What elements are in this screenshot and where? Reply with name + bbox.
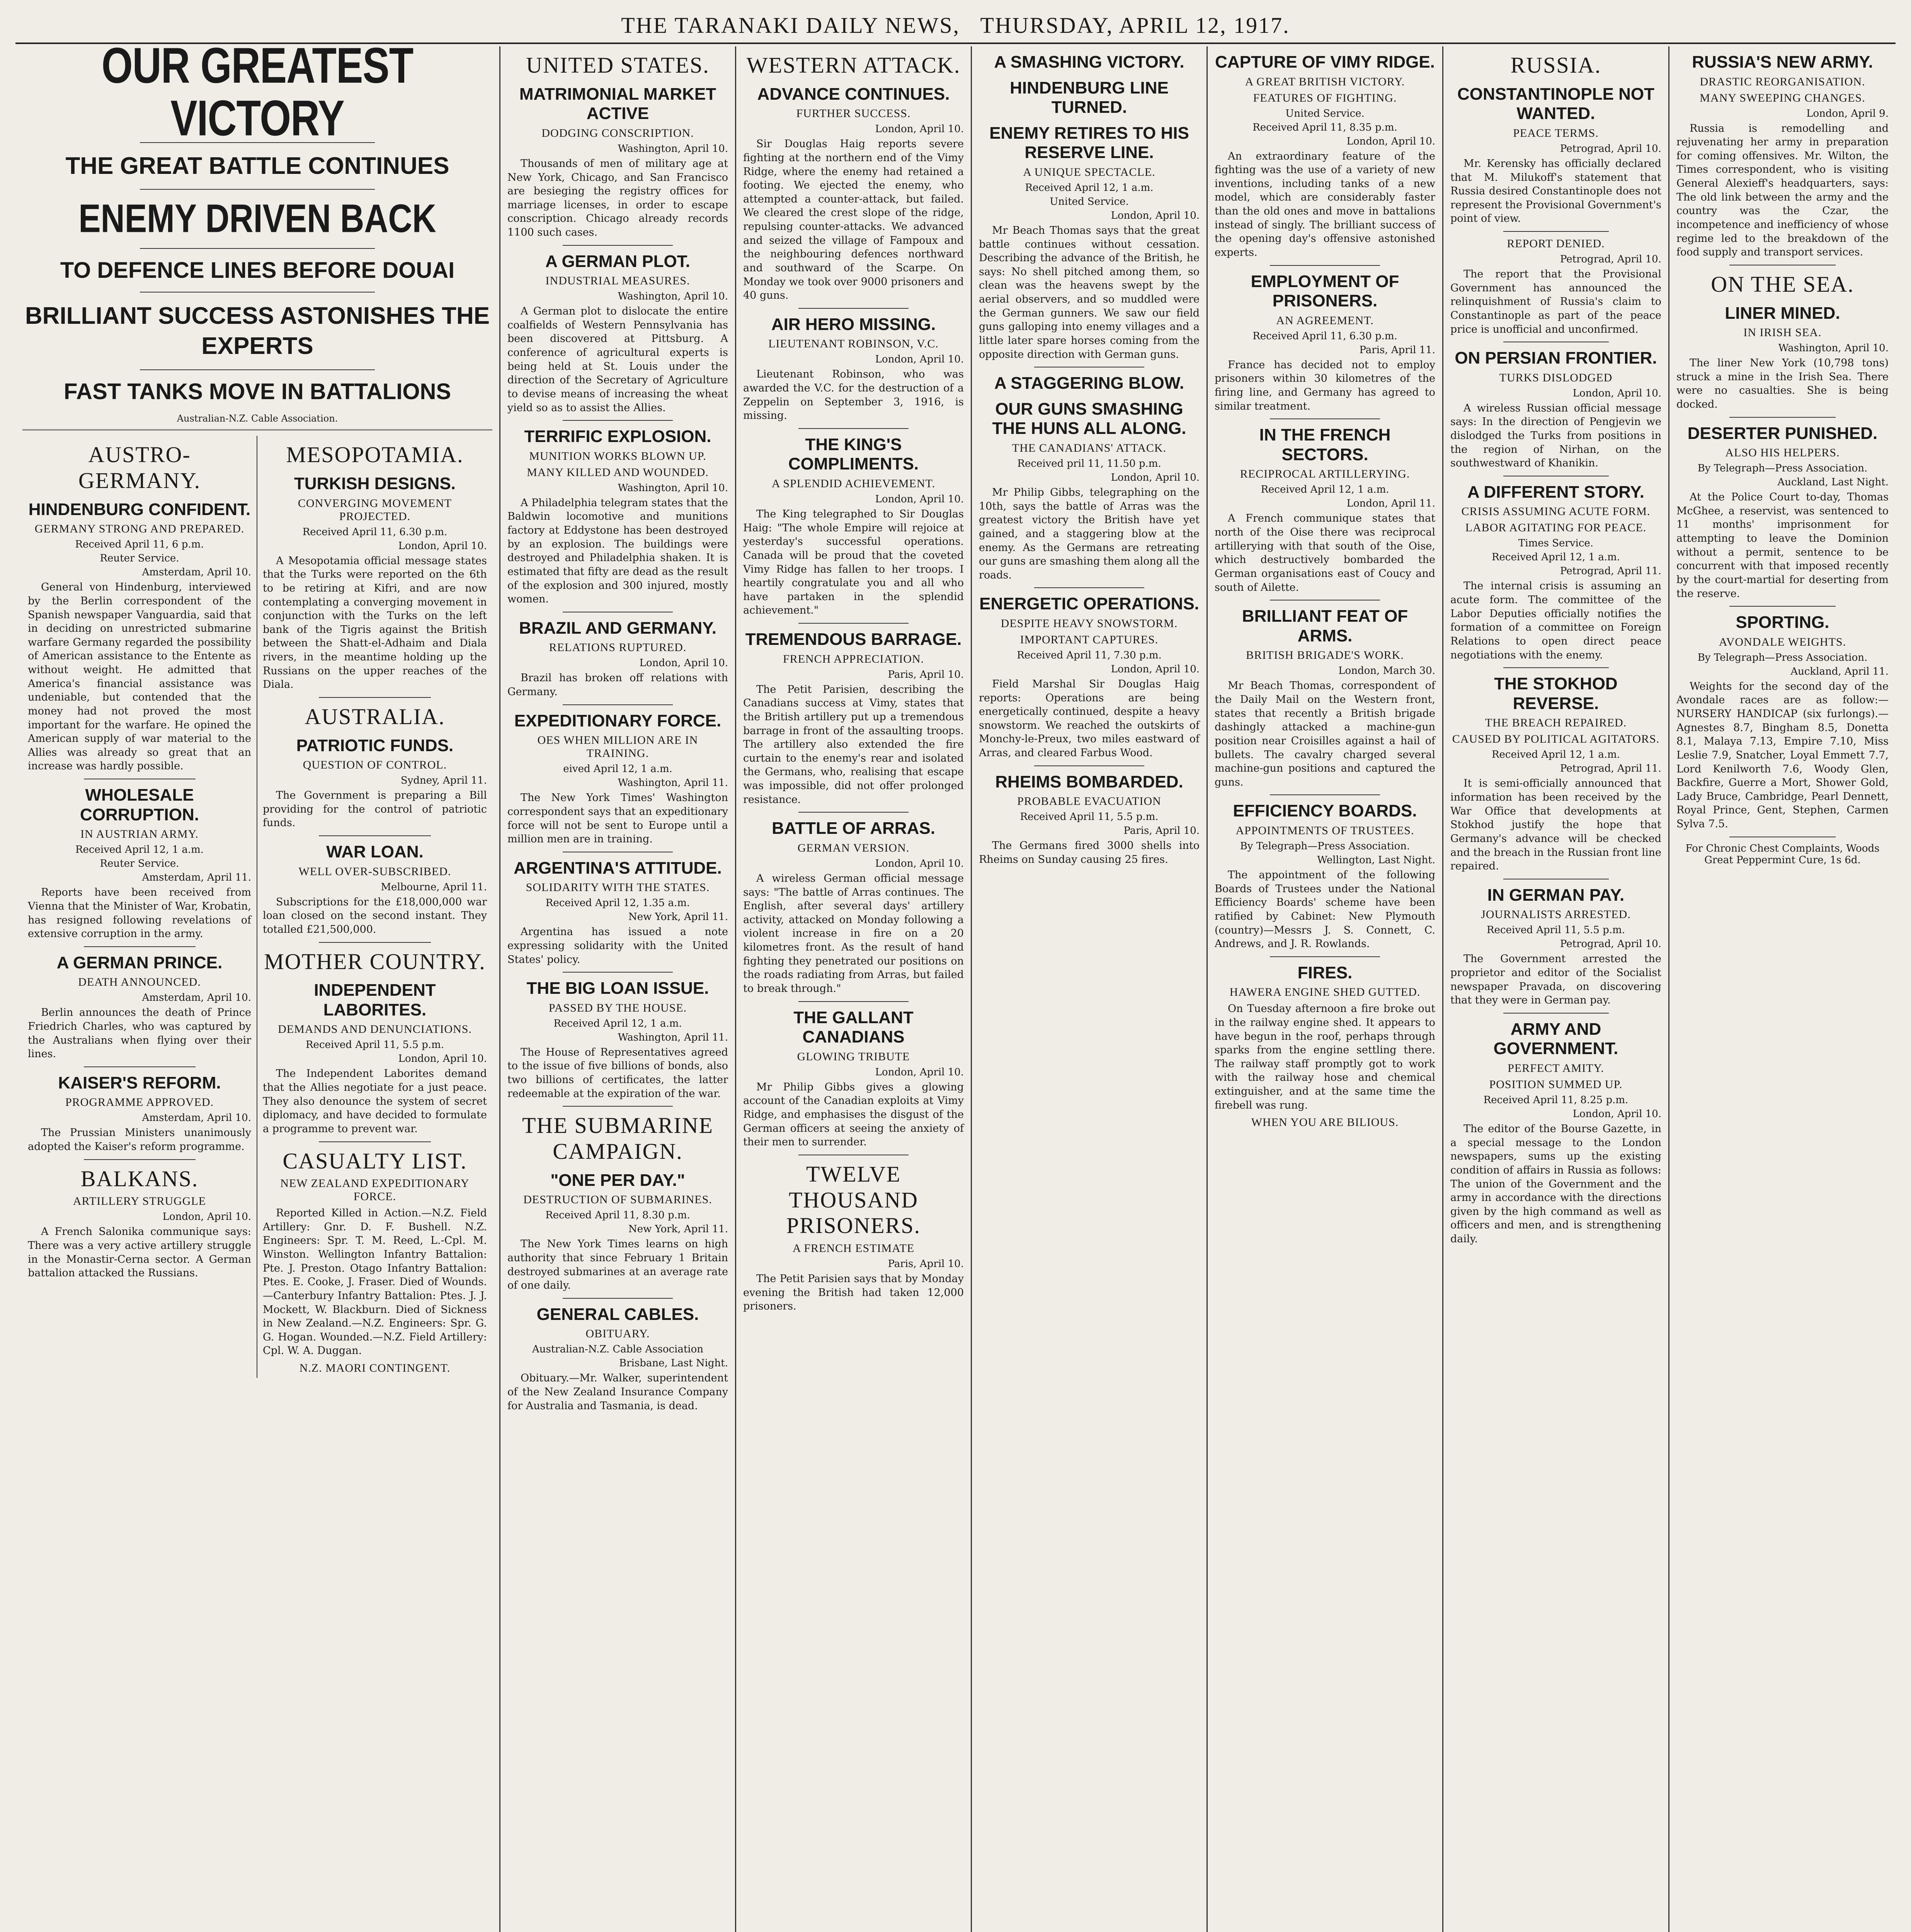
article-subhead: RELATIONS RUPTURED. [549,641,687,654]
article-body: Weights for the second day of the Avondale races are as follow:— NURSERY HANDICAP (six furlongs).—Agnestes 8.7, Bingham 8.5, Donetta 8.1, Malaya 7.13, Empire 7.10, Miss Leslie 7.9, Snatcher, Loyal Emmett 7.7, Lord Kenilworth 7.6, Woody Glen, Backfire, Guerre a Mort, Shower Gold, Lady Bruce, Cambridge, Pearl Dennett, Royal Prince, Gent, Stephen, Carmen Sylva 7.5. [1676,680,1889,830]
article-subhead: ALSO HIS HELPERS. [1725,446,1840,459]
paper-name: THE TARANAKI DAILY NEWS, [621,12,960,38]
dateline: London, April 10. [1111,472,1200,483]
divider [1729,417,1836,418]
dateline: London, April 10. [875,493,964,505]
article-headline: THE KING'S COMPLIMENTS. [788,435,919,474]
article-subhead: AN AGREEMENT. [1276,314,1374,327]
article-headline: FIRES. [1297,963,1353,982]
article-subhead: ADVANCE CONTINUES. [757,84,950,104]
dateline: Paris, April 10. [888,1258,964,1270]
received-time: Received April 11, 7.30 p.m. [1017,649,1162,661]
article-headline: RUSSIA. [1510,53,1601,78]
columns [15,46,1896,1932]
column-3 [736,46,972,1932]
divider [1270,956,1380,957]
article-subhead: MATRIMONIAL MARKET ACTIVE [519,84,716,123]
received-time: Received April 11, 5.5 p.m. [1486,924,1625,936]
divider [798,1001,909,1002]
article-headline: UNITED STATES. [526,53,710,78]
article-subhead: A SPLENDID ACHIEVEMENT. [771,477,936,490]
article-headline: REPORT DENIED. [1507,237,1605,250]
article-headline: MESOPOTAMIA. [286,442,464,468]
article-subhead: THE BREACH REPAIRED. [1485,716,1627,730]
divider [140,292,375,293]
article-body: Reports have been received from Vienna that the Minister of War, Krobatin, has resigned following revelations of extensive corruption in the army. [28,886,251,940]
article-body: Mr Philip Gibbs gives a glowing account of the Canadian exploits at Vimy Ridge, and emphasises the disgust of the German officers at seeing the anxiety of their men to surrender. [743,1081,964,1148]
article-body: The Prussian Ministers unanimously adopted the Kaiser's reform programme. [28,1127,251,1153]
article-headline: MOTHER COUNTRY. [264,949,486,974]
dateline: Petrograd, April 11. [1560,565,1661,577]
article-body: On Tuesday afternoon a fire broke out in the railway engine shed. It appears to have begun in the roof, perhaps through sparks from the engine settling there. The railway staff promptly got to work with the railway hose and chemical extinguisher, and at the same time the firebell was rung. [1215,1003,1435,1111]
article-headline: ENERGETIC OPERATIONS. [979,594,1199,614]
divider [1729,606,1836,607]
article-headline: TWELVE THOUSAND PRISONERS. [786,1161,921,1238]
article-subhead: DESPITE HEAVY SNOWSTORM. [1001,617,1178,630]
divider [1034,587,1145,588]
service-credit: By Telegraph—Press Association. [1697,463,1868,474]
received-time: Received pril 11, 11.50 p.m. [1017,458,1161,469]
article-body: Subscriptions for the £18,000,000 war loan closed on the second instant. They totalled £21,500,000. [263,896,487,935]
article-body: A Philadelphia telegram states that the Baldwin locomotive and munitions factory at Eddystone has been destroyed by an explosion. The buildings were destroyed and Philadelphia shaken. It is estimated that fifty are dead as the result of the explosion and 300 injured, mostly women. [507,497,728,605]
article-headline: RUSSIA'S NEW ARMY. [1692,53,1873,71]
dateline: London, April 10. [639,657,728,669]
column-6 [1443,46,1669,1932]
article-headline: RHEIMS BOMBARDED. [995,772,1183,791]
article-body: The King telegraphed to Sir Douglas Haig: "The whole Empire will rejoice at yesterday's successful operations. Canada will be proud that the coveted Vimy Ridge has fallen to her troops. I heartily congratulate you and all who have partaken in the splendid achievement." [743,508,964,617]
article-headline: THE STOKHOD REVERSE. [1494,674,1618,713]
service-credit: Times Service. [1518,537,1594,549]
divider [563,1106,673,1107]
article-subhead: HAWERA ENGINE SHED GUTTED. [1229,986,1421,999]
article-body: The report that the Provisional Government has announced the relinquishment of Russia's claim to Constantinople as part of the peace price is unofficial and unconfirmed. [1450,268,1661,335]
article-subhead: ARTILLERY STRUGGLE [73,1195,206,1208]
article-headline: THE GALLANT CANADIANS [793,1008,914,1047]
article-body: The Independent Laborites demand that the Allies negotiate for a just peace. They also denounce the system of secret diplomacy, and have decided to formulate a programme to prevent war. [263,1068,487,1135]
article-headline: AUSTRALIA. [305,704,445,729]
article-body: Sir Douglas Haig reports severe fighting at the northern end of the Vimy Ridge, where the enemy had retained a footing. We ejected the enemy, who attempted a counter-attack, but failed. We cleared the crest slope of the ridge, repulsing counter-attacks. We advanced and seized the village of Fampoux and the neighbouring defences northward and southward of the Scarpe. On Monday we took over 9000 prisoners and 40 guns. [743,138,964,302]
article-subhead: FURTHER SUCCESS. [796,107,911,120]
received-time: Received April 12, 1 a.m. [1491,551,1620,563]
article-body: At the Police Court to-day, Thomas McGhee, a reservist, was sentenced to 11 months' imprisonment for attempting to leave the Dominion without a permit, sentence to be concurrent with that imposed recently by the court-martial for deserting from the reserve. [1676,491,1889,600]
article-headline: WHOLESALE CORRUPTION. [80,786,199,824]
paper-date: THURSDAY, APRIL 12, 1917. [980,12,1290,38]
article-body: Brazil has broken off relations with Germany. [507,672,728,698]
article-headline: A STAGGERING BLOW. [994,374,1184,393]
dateline: London, April 10. [398,540,487,552]
article-headline: BRAZIL AND GERMANY. [519,618,716,638]
dateline: Amsterdam, April 11. [142,872,251,884]
received-time: Received April 11, 5.5 p.m. [305,1039,444,1051]
article-subhead: LINER MINED. [1725,303,1840,323]
article-subhead: DEMANDS AND DENUNCIATIONS. [278,1023,472,1036]
article-subhead: JOURNALISTS ARRESTED. [1481,908,1631,921]
article-body: The liner New York (10,798 tons) struck a mine in the Irish Sea. There were no casualties. She is being docked. [1676,357,1889,410]
divider [319,1141,431,1142]
column-1a [22,436,257,1378]
article-body: Argentina has issued a note expressing solidarity with the United States' policy. [507,926,728,966]
divider [319,942,431,943]
column-1 [15,46,500,1932]
article-subhead: N.Z. MAORI CONTINGENT. [299,1362,451,1375]
article-headline: IN GERMAN PAY. [1487,885,1625,905]
divider [563,420,673,421]
received-time: Received April 11, 8.25 p.m. [1483,1094,1629,1106]
dateline: Petrograd, April 10. [1560,938,1661,950]
article-subhead: PATRIOTIC FUNDS. [296,736,454,755]
article-headline: TREMENDOUS BARRAGE. [745,630,962,649]
dateline: Washington, April 11. [618,1031,728,1043]
service-credit: By Telegraph—Press Association. [1240,840,1410,852]
dateline: Washington, April 10. [618,143,728,155]
article-subhead: A GREAT BRITISH VICTORY. [1245,75,1405,88]
article-subhead: AVONDALE WEIGHTS. [1719,635,1846,648]
service-credit: Reuter Service. [100,858,179,870]
article-headline: IN THE FRENCH SECTORS. [1259,425,1391,464]
received-time: Received April 12, 1.35 a.m. [545,897,690,909]
article-subhead: CONSTANTINOPLE NOT WANTED. [1457,84,1655,123]
article-subhead: "ONE PER DAY." [550,1170,685,1190]
article-headline: SPORTING. [1736,613,1829,632]
banner-headline-2: THE GREAT BATTLE CONTINUES [65,153,449,180]
received-time: Received April 11, 6.30 p.m. [302,526,448,538]
article-subhead: IN AUSTRIAN ARMY. [80,828,199,841]
column-5 [1208,46,1443,1932]
article-subhead: CAUSED BY POLITICAL AGITATORS. [1452,733,1660,746]
dateline: Melbourne, April 11. [381,881,487,893]
article-headline: A GERMAN PRINCE. [56,953,223,972]
article-body: The New York Times' Washington correspondent says that an expeditionary force will not be sent to Europe until a million men are in training. [507,792,728,845]
service-credit: United Service. [1050,196,1129,207]
divider [1270,418,1380,419]
dateline: London, April 10. [398,1053,487,1065]
divider [1034,765,1145,766]
divider [563,972,673,973]
article-body: Field Marshal Sir Douglas Haig reports: Operations are being energetically continued, despite a heavy snowstorm. We reached the outskirts of Monchy-le-Preux, two miles eastward of Arras, and cleared Farbus Wood. [979,678,1200,759]
dateline: New York, April 11. [628,1223,728,1235]
article-body: Lieutenant Robinson, who was awarded the V.C. for the destruction of a Zeppelin on September 3, 1916, is missing. [743,368,964,422]
divider [798,812,909,813]
divider [84,1159,196,1160]
article-body: Mr. Kerensky has officially declared that M. Milukoff's statement that Russia desired Constantinople does not represent the Provisional Government's point of view. [1450,157,1661,225]
received-time: Received April 12, 1 a.m. [553,1017,682,1029]
cable-credit: Australian-N.Z. Cable Association. [177,413,338,424]
article-body: The Government arrested the proprietor and editor of the Socialist newspaper Pravada, on discovering that they were in German pay. [1450,953,1661,1007]
dateline: Brisbane, Last Night. [619,1357,728,1369]
article-headline: THE BIG LOAN ISSUE. [526,979,709,998]
article-body: Berlin announces the death of Prince Friedrich Charles, who was captured by the Australians when flying over their lines. [28,1007,251,1060]
article-subhead: PROGRAMME APPROVED. [65,1096,214,1109]
advertisement: For Chronic Chest Complaints, Woods Great Peppermint Cure, 1s 6d. [1685,842,1880,866]
received-time: Received April 11, 6 p.m. [75,539,204,551]
article-body: A French Salonika communique says: There was a very active artillery struggle in the Monastir-Cerna sector. A German battalion attacked the Russians. [28,1226,251,1279]
article-body: A wireless Russian official message says: In the direction of Pengjevin we dislodged the Turks from positions in the region of Nirhan, on the southwestward of Khanikin. [1450,402,1661,469]
dateline: London, April 10. [875,123,964,135]
article-subhead: OES WHEN MILLION ARE IN TRAINING. [537,734,698,760]
dateline: Petrograd, April 10. [1560,253,1661,265]
article-headline: ON PERSIAN FRONTIER. [1455,349,1657,368]
service-credit: Reuter Service. [100,553,179,565]
article-headline: CASUALTY LIST. [282,1148,467,1173]
received-time: eived April 12, 1 a.m. [563,763,672,775]
article-headline: EFFICIENCY BOARDS. [1233,801,1417,821]
divider [84,946,196,947]
received-time: Received April 12, 1 a.m. [1025,182,1154,194]
divider [1270,794,1380,795]
divider [563,245,673,246]
article-subhead: LABOR AGITATING FOR PEACE. [1465,521,1647,534]
article-subhead: PROBABLE EVACUATION [1017,795,1161,808]
article-body: Thousands of men of military age at New York, Chicago, and San Francisco are besieging the registry offices for marriage licenses, in order to escape conscription. Chicago already records 1100 such cases. [507,157,728,238]
divider [140,369,375,370]
column-1-subcolumns [22,436,492,1378]
article-headline: A DIFFERENT STORY. [1467,482,1644,502]
dateline: London, March 30. [1338,665,1435,677]
article-body: A French communique states that north of the Oise there was reciprocal artillerying with that south of the Oise, which destructively bombarded the German organisations east of Coucy and south of Ailette. [1215,512,1435,594]
article-body: Mr Philip Gibbs, telegraphing on the 10th, says the battle of Arras was the greatest victory the British have yet gained, and a staggering blow at the enemy. As the Germans are retreating our guns are smashing them along all the roads. [979,486,1200,581]
dateline: Washington, April 10. [618,482,728,494]
dateline: Paris, April 11. [1359,344,1435,356]
dateline: Paris, April 10. [1123,825,1200,837]
article-subhead: A FRENCH ESTIMATE [792,1242,915,1255]
article-subhead: HINDENBURG LINE TURNED. [1010,78,1169,117]
divider [319,835,431,836]
article-subhead: GERMAN VERSION. [797,841,910,854]
article-headline: ARGENTINA'S ATTITUDE. [514,858,722,878]
article-headline: A SMASHING VICTORY. [994,53,1184,71]
banner-headline-6: FAST TANKS MOVE IN BATTALIONS [63,379,451,405]
dateline: London, April 10. [1572,1108,1661,1120]
article-subhead: INDEPENDENT LABORITES. [314,981,436,1019]
received-time: Received April 12, 1 a.m. [1261,484,1389,496]
article-subhead: RECIPROCAL ARTILLERYING. [1240,468,1410,481]
article-headline: GENERAL CABLES. [536,1304,699,1324]
dateline: Amsterdam, April 10. [142,1112,251,1124]
article-body: A wireless German official message says: "The battle of Arras continues. The English, after several days' artillery activity, attacked on Monday following a violent increase in fire on a 20 kilometres front. As the result of hand fighting they penetrated our positions on the roads radiating from Arras, but failed to break through." [743,872,964,995]
article-subhead: HINDENBURG CONFIDENT. [28,500,251,519]
received-time: Received April 12, 1 a.m. [75,844,204,856]
dateline: London, April 9. [1806,107,1889,119]
article-headline: THE SUBMARINE CAMPAIGN. [522,1113,713,1164]
article-subhead: PEACE TERMS. [1513,126,1599,139]
service-credit: By Telegraph—Press Association. [1697,651,1868,663]
article-subhead: DEATH ANNOUNCED. [78,976,201,989]
divider [1270,265,1380,266]
article-headline: TERRIFIC EXPLOSION. [524,427,711,446]
article-body: A Mesopotamia official message states that the Turks were reported on the 6th to be retiring at Kifri, and are now contemplating a converging movement in conjunction with the Turks on the left bank of the Tigris against the British between the Shatt-el-Adhaim and Diala rivers, in the meantime holding up the Russians on the upper reaches of the Diala. [263,554,487,691]
article-subhead: IMPORTANT CAPTURES. [1020,633,1159,646]
dateline: Amsterdam, April 10. [142,992,251,1004]
dateline: Auckland, April 11. [1790,665,1889,677]
masthead [15,8,1896,44]
dateline: London, April 11. [1346,498,1435,510]
dateline: London, April 10. [162,1211,251,1223]
article-subhead: TURKS DISLODGED [1499,371,1613,384]
received-time: Received April 11, 5.5 p.m. [1020,811,1159,823]
dateline: Washington, April 10. [1778,342,1889,354]
column-7 [1669,46,1896,1932]
article-subhead: DODGING CONSCRIPTION. [541,126,694,139]
service-credit: Australian-N.Z. Cable Association [532,1344,704,1355]
article-body: The appointment of the following Boards of Trustees under the National Efficiency Boards' scheme have been ratified by Cabinet: New Plymouth (country)—Messrs J. S. Connett, C. Andrews, and J. R. Rowlands. [1215,869,1435,950]
advertisement-heading: WHEN YOU ARE BILIOUS. [1251,1116,1399,1129]
dateline: New York, April 11. [628,911,728,923]
article-subhead: DESTRUCTION OF SUBMARINES. [523,1193,712,1206]
dateline: Sydney, April 11. [400,775,487,787]
banner-headline-4: TO DEFENCE LINES BEFORE DOUAI [60,258,455,283]
divider [563,1298,673,1299]
article-subhead: MANY SWEEPING CHANGES. [1700,91,1865,104]
article-subhead: FEATURES OF FIGHTING. [1253,91,1397,104]
article-subhead: QUESTION OF CONTROL. [303,759,447,772]
article-headline: CAPTURE OF VIMY RIDGE. [1215,53,1435,71]
dateline: Washington, April 11. [618,777,728,789]
dateline: London, April 10. [875,857,964,869]
divider [84,1066,196,1067]
article-subhead: CRISIS ASSUMING ACUTE FORM. [1461,505,1651,518]
article-subhead: DRASTIC REORGANISATION. [1700,75,1865,88]
article-subhead: MANY KILLED AND WOUNDED. [527,466,709,479]
article-headline: AIR HERO MISSING. [771,315,936,334]
dateline: Washington, April 10. [618,291,728,303]
banner-headline-3: ENEMY DRIVEN BACK [78,196,436,241]
column-1b [257,436,492,1378]
article-subhead: LIEUTENANT ROBINSON, V.C. [768,337,939,350]
banner-headline-1: OUR GREATEST VICTORY [101,46,414,147]
dateline: Auckland, Last Night. [1777,476,1889,488]
article-body: The Petit Parisien says that by Monday evening the British had taken 12,000 prisoners. [743,1272,964,1313]
received-time: Received April 11, 6.30 p.m. [1252,330,1397,342]
dateline: London, April 10. [1111,209,1200,221]
article-headline: WAR LOAN. [326,842,424,862]
divider [798,428,909,429]
article-body: The editor of the Bourse Gazette, in a special message to the London newspapers, sums up the existing condition of affairs in Russia as follows: The union of the Government and the army in accordance with the directions given by the high command as well as officers and men, and is strengthening daily. [1450,1123,1661,1245]
article-body: An extraordinary feature of the fighting was the use of a variety of new inventions, including tanks of a new model, which are considerably faster than the old ones and move in battalions instead of singly. The brilliant success of the opening day's offensive astonished experts. [1215,150,1435,259]
dateline: London, April 10. [875,1066,964,1078]
divider [798,308,909,309]
article-body: The Government is preparing a Bill providing for the control of patriotic funds. [263,789,487,829]
article-subhead: MUNITION WORKS BLOWN UP. [529,449,706,463]
dateline: Paris, April 10. [888,668,964,680]
article-subhead: ENEMY RETIRES TO HIS RESERVE LINE. [989,123,1189,162]
column-4 [972,46,1208,1932]
article-subhead: APPOINTMENTS OF TRUSTEES. [1235,824,1414,837]
article-body: The Germans fired 3000 shells into Rheims on Sunday causing 25 fires. [979,840,1200,866]
article-subhead: POSITION SUMMED UP. [1489,1078,1623,1091]
article-body: The internal crisis is assuming an acute form. The committee of the Labor Deputies officially notifies the formation of a committee on Foreign Relations to open direct peace negotiations with the enemy. [1450,580,1661,661]
dateline: London, April 10. [875,354,964,366]
divider [22,429,492,430]
article-subhead: THE CANADIANS' ATTACK. [1012,442,1167,454]
article-body: The Petit Parisien, describing the Canadians success at Vimy, states that the British artillery put up a tremendous barrage in front of the assaulting troops. The artillery also extended the fire curtain to the enemy's rear and isolated the Germans, who, realising that escape was impossible, did not offer prolonged resistance. [743,683,964,806]
article-subhead: GLOWING TRIBUTE [797,1050,910,1063]
article-subhead: PASSED BY THE HOUSE. [548,1001,687,1014]
article-body: Russia is remodelling and rejuvenating her army in preparation for coming offensives. Mr. Wilton, the Times correspondent, who is visiting General Alexieff's headquarters, says: The old link between the army and the country was the Czar, the incompetence and inefficiency of whose regime led to the breakdown of the food supply and transport services. [1676,122,1889,259]
divider [1503,667,1609,668]
article-body: The House of Representatives agreed to the issue of five billions of bonds, also two billions of certificates, the latter redeemable at the expiration of the war. [507,1046,728,1100]
article-headline: BRILLIANT FEAT OF ARMS. [1242,607,1408,645]
article-headline: DESERTER PUNISHED. [1687,423,1878,443]
article-subhead: NEW ZEALAND EXPEDITIONARY FORCE. [280,1177,470,1203]
article-body: A German plot to dislocate the entire coalfields of Western Pennsylvania has been discovered at Pittsburg. A conference of agricultural experts is being held at St. Louis under the direction of the Secretary of Agriculture to devise means of increasing the wheat yield so as to assist the Allies. [507,305,728,414]
divider [319,697,431,698]
article-body: It is semi-officially announced that information has been received by the War Office that developments at Stokhod justify the hope that Germany's advance will be checked and the breach in the Russian front line repaired. [1450,777,1661,872]
dateline: London, April 10. [1111,663,1200,675]
divider [563,704,673,705]
article-body: Obituary.—Mr. Walker, superintendent of the New Zealand Insurance Company for Australia and Tasmania, is dead. [507,1372,728,1412]
article-body: Mr Beach Thomas, correspondent of the Daily Mail on the Western front, states that recently a British brigade dashingly attacked a machine-gun position near Croisilles against a hail of bullets. The cavalry charged several machine-gun positions and captured the guns. [1215,680,1435,788]
article-headline: AUSTRO-GERMANY. [78,442,201,493]
article-body: The New York Times learns on high authority that since February 1 Britain destroyed submarines at an average rate of one daily. [507,1238,728,1292]
article-subhead: WELL OVER-SUBSCRIBED. [298,865,451,878]
divider [1503,1013,1609,1014]
dateline: London, April 10. [1572,387,1661,399]
dateline: Wellington, Last Night. [1317,854,1435,866]
article-headline: KAISER'S REFORM. [58,1073,221,1092]
service-credit: United Service. [1285,107,1365,119]
article-subhead: TURKISH DESIGNS. [294,474,456,493]
received-time: Received April 11, 8.35 p.m. [1252,121,1397,133]
article-headline: ON THE SEA. [1711,271,1854,297]
article-subhead: PERFECT AMITY. [1508,1062,1604,1075]
dateline: London, April 10. [1346,135,1435,147]
dateline: Petrograd, April 10. [1560,143,1661,155]
article-headline: A GERMAN PLOT. [545,252,690,271]
article-body: General von Hindenburg, interviewed by the Berlin correspondent of the Spanish newspaper Vanguardia, said that in deciding on unrestricted submarine warfare Germany regarded the possibility of American assistance to the Entente as without weight. He admitted that America's financial assistance was undeniable, but contended that the money had not proved the most important for the warfare. He opined the American supply of war material to the Allies was already so great that an increase was hardly possible. [28,581,251,772]
article-body: Mr Beach Thomas says that the great battle continues without cessation. Describing the advance of the British, he says: No shell pitched among them, so clean was the heavens swept by the aerial observers, and so muddled were the German gunners. We saw our field guns galloping into enemy villages and a little later spare horses coming from the opposite direction with German guns. [979,224,1200,361]
divider [1503,231,1609,232]
received-time: Received April 12, 1 a.m. [1491,749,1620,761]
divider [140,189,375,190]
article-subhead: IN IRISH SEA. [1743,326,1822,339]
article-subhead: OBITUARY. [585,1327,650,1340]
article-subhead: INDUSTRIAL MEASURES. [545,274,690,287]
divider [140,248,375,249]
article-subhead: FRENCH APPRECIATION. [783,652,924,665]
article-subhead: OUR GUNS SMASHING THE HUNS ALL ALONG. [992,399,1186,438]
article-subhead: A UNIQUE SPECTACLE. [1023,165,1155,179]
divider [798,623,909,624]
article-headline: EMPLOYMENT OF PRISONERS. [1251,272,1399,311]
dateline: Petrograd, April 11. [1560,763,1661,775]
article-headline: BATTLE OF ARRAS. [772,819,935,838]
article-headline: BALKANS. [80,1166,199,1191]
article-body: Reported Killed in Action.—N.Z. Field Artillery: Gnr. D. F. Bushell. N.Z. Engineers: Spr. T. M. Reed, L.-Cpl. M. Winston. Wellington Infantry Battalion: Pte. J. Preston. Otago Infantry Battalion: Ptes. E. Cooke, J. Fraser. Died of Wounds.—Canterbury Infantry Battalion: Ptes. J. J. Mockett, W. Blackburn. Died of Sickness in New Zealand.—N.Z. Engineers: Spr. G. G. Hogan. Wounded.—N.Z. Field Artillery: Cpl. W. A. Duggan. [263,1207,487,1357]
article-subhead: CONVERGING MOVEMENT PROJECTED. [298,497,452,523]
article-headline: WESTERN ATTACK. [746,53,961,78]
banner-headline-5: BRILLIANT SUCCESS ASTONISHES THE EXPERTS [25,303,490,359]
article-headline: ARMY AND GOVERNMENT. [1493,1019,1618,1058]
article-subhead: BRITISH BRIGADE'S WORK. [1246,649,1404,662]
received-time: Received April 11, 8.30 p.m. [545,1209,690,1221]
column-2 [500,46,736,1932]
article-body: France has decided not to employ prisoners within 30 kilometres of the firing line, and Germany has agreed to similar treatment. [1215,359,1435,412]
dateline: Amsterdam, April 10. [142,566,251,578]
article-subhead: SOLIDARITY WITH THE STATES. [526,881,710,894]
article-headline: EXPEDITIONARY FORCE. [514,711,722,730]
article-subhead: GERMANY STRONG AND PREPARED. [34,522,245,536]
